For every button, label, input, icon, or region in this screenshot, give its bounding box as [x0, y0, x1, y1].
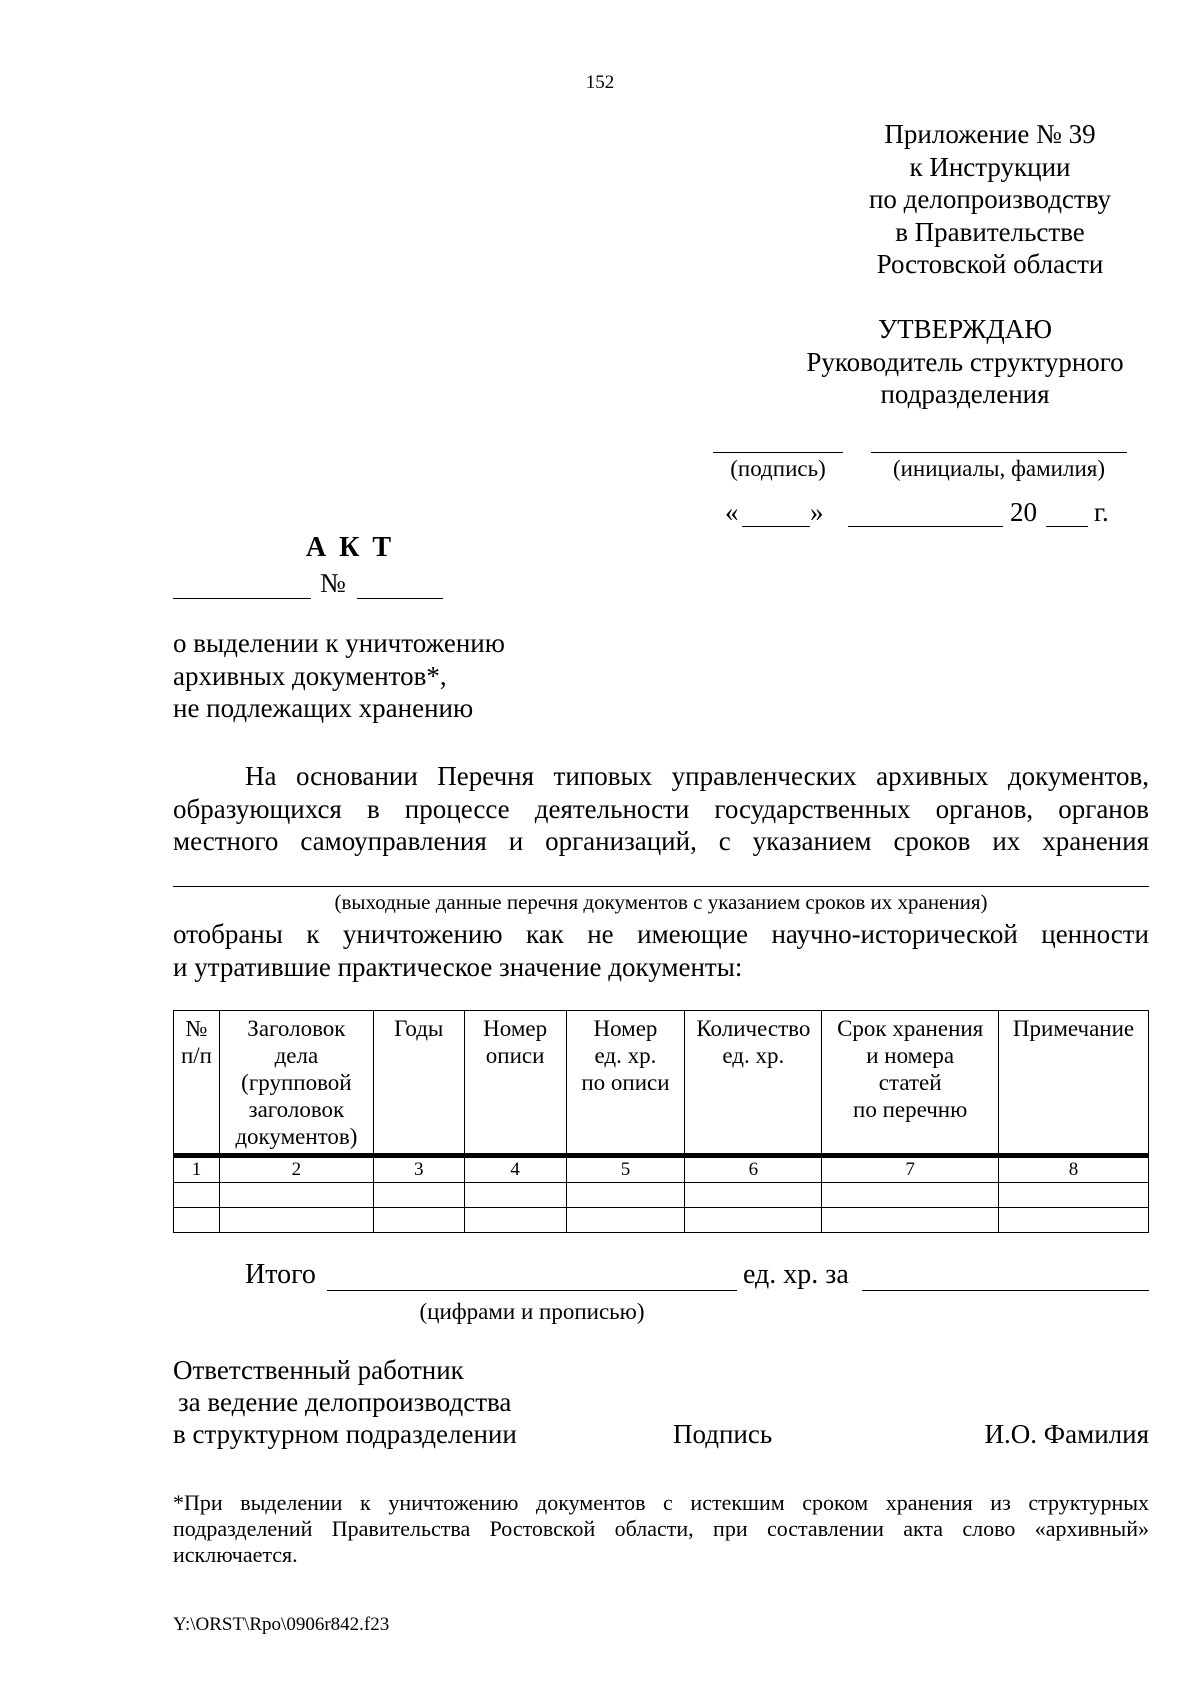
day-blank [742, 526, 810, 527]
total-period-blank [862, 1290, 1149, 1291]
act-subject-line: не подлежащих хранению [173, 693, 474, 723]
table-row [174, 1183, 1149, 1208]
body-paragraph-1 [173, 760, 1149, 858]
approval-title: УТВЕРЖДАЮ [877, 314, 1053, 344]
footnote-line: исключается. [173, 1542, 298, 1567]
act-subject-line: о выделении к уничтожению [173, 628, 505, 658]
appendix-line: Ростовской области [876, 249, 1104, 279]
act-title: А К Т [305, 532, 395, 563]
total-row [245, 1259, 1145, 1293]
column-header-inventory-number: Номер описи [464, 1011, 566, 1156]
table-header-row [174, 1011, 1149, 1156]
body-line: и утратившие практическое значение документы: [173, 951, 743, 982]
table-row [174, 1208, 1149, 1233]
column-number: 1 [174, 1156, 220, 1183]
column-number: 3 [373, 1156, 464, 1183]
name-line [871, 452, 1127, 453]
documents-table [173, 1010, 1149, 1233]
date-open-quote: « [725, 497, 739, 527]
signature-label: (подпись) [730, 456, 826, 481]
body-line: местного самоуправления и организаций, с указанием сроков их хранения [173, 826, 1149, 856]
column-header-title: Заголовок дела (групповой заголовок документов) [219, 1011, 373, 1156]
appendix-line: к Инструкции [909, 151, 1071, 182]
column-header-note: Примечание [999, 1011, 1149, 1156]
column-header-number: № п/п [174, 1011, 220, 1156]
total-label: Итого [245, 1259, 316, 1290]
column-number: 8 [999, 1156, 1149, 1183]
body-paragraph-2 [173, 918, 1149, 983]
responsible-name: И.О. Фамилия [984, 1419, 1149, 1449]
list-caption: (выходные данные перечня документов с указанием сроков их хранения) [334, 890, 988, 914]
appendix-line: Приложение № 39 [884, 119, 1096, 149]
list-blank-line [173, 886, 1149, 887]
footnote-line: *При выделении к уничтожению документов с истекшим сроком хранения из структурных [173, 1490, 1149, 1515]
act-subject [173, 627, 505, 725]
name-label: (инициалы, фамилия) [892, 456, 1106, 481]
approval-position-line: Руководитель структурного [806, 346, 1124, 377]
date-close-quote: » [810, 497, 824, 527]
responsible-line: в структурном подразделении [173, 1419, 517, 1449]
responsible-line: Ответственный работник [173, 1355, 464, 1385]
column-number: 4 [464, 1156, 566, 1183]
act-number-row [173, 568, 453, 602]
responsible-line: за ведение делопроизводства [178, 1387, 512, 1417]
footnote [173, 1490, 1149, 1568]
appendix-line: в Правительстве [895, 216, 1085, 247]
signature-line [713, 452, 843, 453]
total-units-label: ед. хр. за [743, 1259, 849, 1290]
column-header-retention: Срок хранения и номера статей по перечню [822, 1011, 999, 1156]
column-numbers-row [174, 1156, 1149, 1183]
page-number: 152 [585, 72, 615, 93]
appendix-block [800, 118, 1180, 281]
total-hint: (цифрами и прописью) [419, 1299, 645, 1324]
column-header-quantity: Количество ед. хр. [685, 1011, 822, 1156]
column-number: 2 [219, 1156, 373, 1183]
column-number: 5 [566, 1156, 685, 1183]
body-line: На основании Перечня типовых управленческих архивных документов, [245, 761, 1149, 791]
footnote-line: подразделений Правительства Ростовской области, при составлении акта слово «архивный» [173, 1516, 1149, 1541]
year-blank [1046, 526, 1088, 527]
body-line: образующихся в процессе деятельности государственных органов, органов [173, 793, 1149, 824]
act-date-blank [173, 598, 311, 599]
column-header-years: Годы [373, 1011, 464, 1156]
act-number-sign: № [320, 568, 346, 598]
responsible-signature: Подпись [673, 1419, 773, 1449]
approval-position-line: подразделения [880, 379, 1050, 409]
year-suffix: г. [1094, 497, 1109, 527]
act-number-blank [357, 598, 443, 599]
appendix-line: по делопроизводству [868, 184, 1112, 214]
approval-date [720, 497, 1120, 529]
column-number: 6 [685, 1156, 822, 1183]
body-line: отобраны к уничтожению как не имеющие научно-исторической ценности [173, 919, 1149, 949]
act-subject-line: архивных документов*, [173, 660, 447, 691]
total-count-blank [327, 1290, 737, 1291]
approval-block [700, 313, 1200, 411]
column-number: 7 [822, 1156, 999, 1183]
column-header-item-number: Номер ед. хр. по описи [566, 1011, 685, 1156]
year-prefix: 20 [1010, 497, 1037, 527]
file-path: Y:\ORST\Rpo\0906r842.f23 [173, 1614, 390, 1635]
month-blank [848, 526, 1003, 527]
